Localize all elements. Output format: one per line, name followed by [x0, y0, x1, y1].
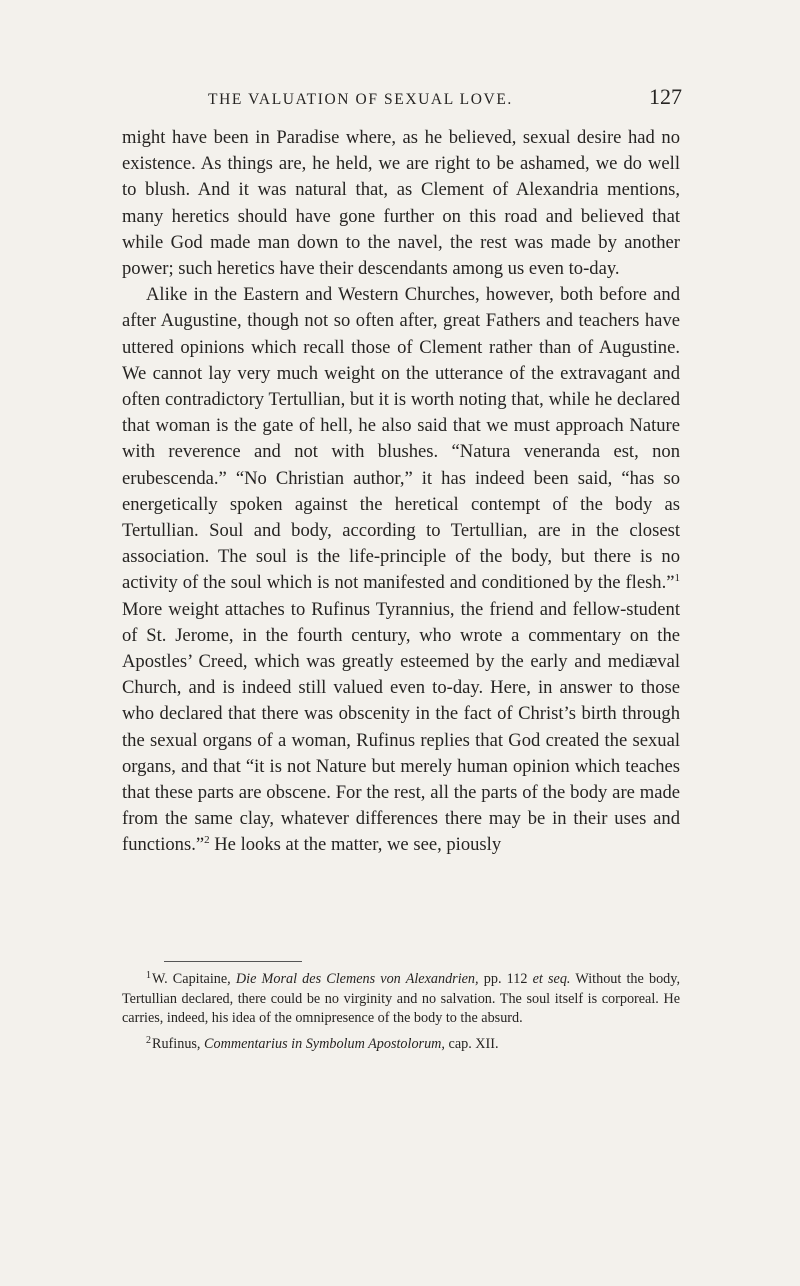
paragraph-2-part-a: Alike in the Eastern and Western Churches, however, both before and after Augustine, though not so often after, great Fathers and teachers have uttered opinions which recall those of Clement rather than of Augustine. We cannot lay very much weight on the utterance of the extravagant and often contradictory Tertullian, but it is worth noting that, while he declared that woman is the gate of hell, he also said that we must approach Nature with reverence and not with blushes. “Natura veneranda est, non erubescenda.” “No Christian author,” it has indeed been said, “has so energetically spoken against the heretical contempt of the body as Tertullian. Soul and body, according to Tertullian, are in the closest association. The soul is the life-principle of the body, but there is no activity of the soul which is not manifested and conditioned by the flesh.”: [122, 284, 680, 594]
footnote-1: [122, 966, 680, 1029]
footnote-2-title: Commentarius in Symbolum Apostolorum,: [204, 1035, 445, 1052]
paragraph-1: might have been in Paradise where, as he believed, sexual desire had no existence. As things are, he held, we are right to be ashamed, we do well to blush. And it was natural that, as Clement of Alexandria mentions, many heretics should have gone further on this road and believed that while God made man down to the navel, the rest was made by another power; such heretics have their descendants among us even to-day.: [122, 127, 680, 280]
footnote-1-pages: pp. 112: [483, 971, 528, 987]
body-text: [122, 125, 680, 859]
footnote-rule: [164, 961, 302, 962]
paragraph-2-part-b: More weight attaches to Rufinus Tyrannius, the friend and fellow-student of St. Jerome, in the fourth century, who wrote a commentary on the Apostles’ Creed, which was greatly esteemed by the early and mediæval Church, and is indeed still valued even to-day. Here, in answer to those who declared that there was obscenity in the fact of Christ’s birth through the sexual organs of a woman, Rufinus replies that God created the sexual organs, and that “it is not Nature but merely human opinion which teaches that these parts are obscene. For the rest, all the parts of the body are made from the same clay, whatever differences there may be in their uses and functions.”: [122, 598, 680, 856]
footnotes: [122, 966, 680, 1056]
footnote-1-text: Without the body, Tertullian declared, there could be no virginity and no salvation. The soul itself is corporeal. He carries, indeed, his idea of the omnipresence of the body to the absurd.: [122, 971, 680, 1026]
footnote-2: [122, 1031, 680, 1055]
footnote-ref-2[interactable]: 2: [204, 834, 210, 847]
footnote-1-title: Die Moral des Clemens von Alexandrien,: [235, 971, 479, 987]
running-header: [122, 84, 682, 110]
paragraph-2: [122, 282, 680, 858]
footnote-2-rest: cap. XII.: [448, 1035, 499, 1052]
paragraph-2-part-c: He looks at the matter, we see, piously: [209, 834, 502, 856]
page-number: 127: [649, 84, 682, 109]
footnote-1-etseq: et seq.: [532, 971, 571, 987]
footnote-1-author: W. Capitaine,: [152, 971, 231, 987]
running-title: THE VALUATION OF SEXUAL LOVE.: [208, 91, 513, 108]
footnote-2-author: Rufinus,: [152, 1035, 201, 1052]
footnote-ref-1[interactable]: 1: [674, 572, 680, 585]
footnote-1-marker: 1: [146, 970, 151, 981]
footnote-2-marker: 2: [146, 1034, 151, 1046]
